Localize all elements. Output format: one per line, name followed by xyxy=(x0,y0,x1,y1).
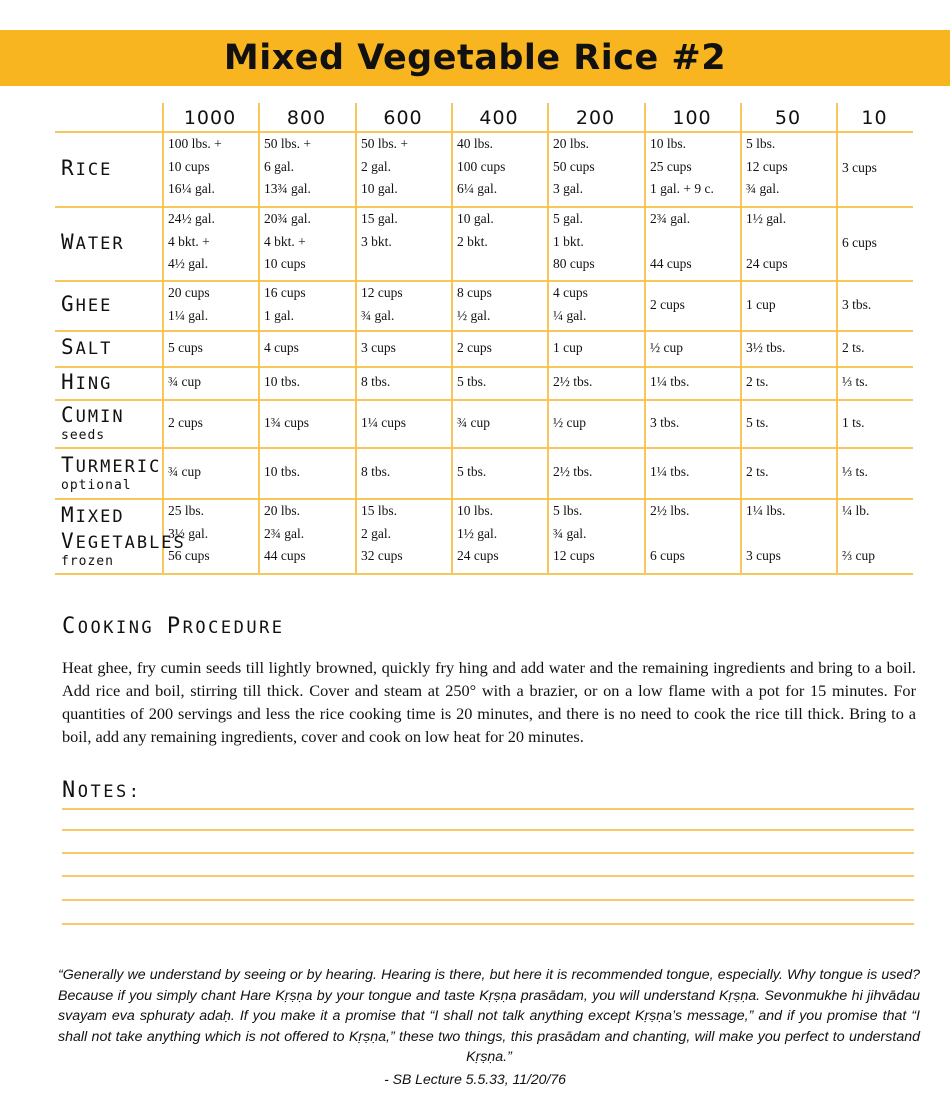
quantity-cell xyxy=(168,371,201,394)
ingredient-label-initial: H xyxy=(61,369,76,394)
quantity-value: ¾ cup xyxy=(168,464,201,480)
quantity-cell xyxy=(168,133,222,201)
quantity-cell xyxy=(553,282,588,327)
quantity-cell xyxy=(361,412,406,435)
quantity-value: 50 lbs. + xyxy=(264,136,311,151)
quantity-value: 4 cups xyxy=(553,285,588,300)
quantity-value: 2 cups xyxy=(168,414,203,430)
quantity-value: 13¾ gal. xyxy=(264,181,311,196)
quantity-cell xyxy=(361,208,398,276)
quantity-value: 40 lbs. xyxy=(457,136,494,151)
quantity-cell xyxy=(553,500,595,568)
ingredient-label xyxy=(61,403,125,443)
quantity-cell xyxy=(457,461,486,484)
quantity-value: ¼ gal. xyxy=(553,307,587,323)
quantity-cell xyxy=(457,500,499,568)
ingredient-label xyxy=(61,156,112,182)
quantity-cell xyxy=(168,337,203,360)
ingredient-note: frozen xyxy=(61,553,114,569)
quantity-value: 3 cups xyxy=(361,339,396,355)
ingredient-label-initial: C xyxy=(61,403,76,427)
quantity-value: 1½ gal. xyxy=(457,525,498,541)
ingredient-label-text: ATER xyxy=(75,234,125,254)
quantity-value: 2 ts. xyxy=(746,464,769,480)
quote-citation: - SB Lecture 5.5.33, 11/20/76 xyxy=(384,1071,566,1087)
quantity-value: 8 tbs. xyxy=(361,374,391,390)
quantity-value: 1 gal. + 9 c. xyxy=(650,181,714,196)
quantity-value: 12 cups xyxy=(361,285,403,300)
ingredient-label-text: URMERIC xyxy=(75,456,162,477)
page-title: Mixed Vegetable Rice #2 xyxy=(223,38,727,78)
ingredient-label-initial: G xyxy=(61,292,76,316)
quantity-cell xyxy=(746,412,769,435)
servings-header: 1000 xyxy=(183,107,237,129)
quantity-value: ¾ cup xyxy=(457,414,490,430)
ingredient-label-text: EGETABLES xyxy=(75,532,186,553)
quantity-value: 5 lbs. xyxy=(553,503,583,518)
quantity-value: 5 ts. xyxy=(746,414,769,430)
quantity-value: 12 cups xyxy=(746,158,788,174)
quantity-cell xyxy=(264,371,300,394)
table-row-rule xyxy=(55,330,913,332)
quantity-value: 20 cups xyxy=(168,285,210,300)
ingredient-label-initial: R xyxy=(61,155,76,180)
quantity-value: 24 cups xyxy=(457,548,499,563)
quantity-cell xyxy=(650,208,692,276)
quantity-cell xyxy=(553,371,592,394)
quantity-cell xyxy=(264,461,300,484)
quantity-value: 10 cups xyxy=(168,158,210,174)
quantity-table xyxy=(55,103,913,573)
quantity-value: 12 cups xyxy=(553,548,595,563)
notes-line xyxy=(62,875,914,877)
quantity-cell xyxy=(361,133,408,201)
quantity-cell xyxy=(842,500,875,568)
ingredient-label-initial: V xyxy=(61,528,76,553)
ingredient-note: optional xyxy=(61,477,132,493)
quantity-value xyxy=(842,523,875,546)
quantity-value: 1¼ gal. xyxy=(168,307,209,323)
ingredient-label-text: UMIN xyxy=(75,407,125,427)
quantity-cell xyxy=(361,500,403,568)
servings-header: 200 xyxy=(575,107,616,129)
quantity-value: 2 cups xyxy=(650,296,685,312)
quantity-value: 2 ts. xyxy=(842,339,865,355)
quantity-value xyxy=(457,253,494,276)
quantity-value: 50 lbs. + xyxy=(361,136,408,151)
quantity-cell xyxy=(553,133,595,201)
quantity-value: ¾ gal. xyxy=(553,525,587,541)
notes-line xyxy=(62,923,914,925)
quantity-value: 1 gal. xyxy=(264,307,294,323)
quantity-cell xyxy=(746,337,785,360)
title-banner xyxy=(0,30,950,86)
quantity-value xyxy=(361,253,398,276)
quantity-value: 4 cups xyxy=(264,339,299,355)
quantity-value: 1¼ tbs. xyxy=(650,464,690,480)
quantity-value: 5 tbs. xyxy=(457,374,487,390)
servings-header: 50 xyxy=(774,107,802,129)
quantity-value: ⅓ ts. xyxy=(842,464,868,480)
servings-header: 100 xyxy=(672,107,712,129)
quantity-value: 2½ tbs. xyxy=(553,464,593,480)
quantity-cell xyxy=(264,337,299,360)
servings-header: 800 xyxy=(286,107,327,129)
quantity-value xyxy=(650,231,692,254)
quantity-value xyxy=(746,523,785,546)
quantity-cell xyxy=(264,500,306,568)
quantity-value: 6 gal. xyxy=(264,158,294,174)
quantity-value: 6 cups xyxy=(650,548,685,563)
quantity-value: 2 bkt. xyxy=(457,233,488,249)
table-row-rule xyxy=(55,399,913,401)
quantity-cell xyxy=(842,412,865,435)
quantity-cell xyxy=(168,208,215,276)
ingredient-label xyxy=(61,335,112,361)
quantity-value: 80 cups xyxy=(553,256,595,271)
quantity-cell xyxy=(650,500,689,568)
quantity-value: 44 cups xyxy=(264,548,306,563)
ingredient-label-text: ING xyxy=(75,373,113,394)
quantity-value: 2½ tbs. xyxy=(553,374,593,390)
quantity-cell xyxy=(168,282,210,327)
quantity-cell xyxy=(457,337,492,360)
quantity-value: 6 cups xyxy=(842,234,877,250)
quantity-value: ⅔ cup xyxy=(842,548,875,563)
servings-header: 600 xyxy=(383,107,423,129)
table-row-rule xyxy=(55,366,913,368)
quantity-cell xyxy=(842,294,871,317)
quantity-value: 5 tbs. xyxy=(457,464,487,480)
quantity-cell xyxy=(361,282,403,327)
quantity-cell xyxy=(746,500,785,568)
quantity-value: 2 gal. xyxy=(361,525,391,541)
quantity-value: 3 bkt. xyxy=(361,233,392,249)
quantity-cell xyxy=(553,461,592,484)
quantity-cell xyxy=(168,412,203,435)
quantity-cell xyxy=(264,282,306,327)
quantity-cell xyxy=(361,337,396,360)
table-column-rule xyxy=(355,103,357,573)
notes-line xyxy=(62,852,914,854)
quantity-value: 5 lbs. xyxy=(746,136,776,151)
ingredient-label-initial: W xyxy=(61,230,76,254)
quantity-value: 1¾ cups xyxy=(264,414,309,430)
quantity-value: 2 ts. xyxy=(746,374,769,390)
table-column-rule xyxy=(740,103,742,573)
notes-line xyxy=(62,899,914,901)
quantity-value: 2 gal. xyxy=(361,158,391,174)
quantity-value: 44 cups xyxy=(650,256,692,271)
quantity-value: 1 cup xyxy=(746,296,776,312)
quantity-cell xyxy=(457,133,505,201)
quantity-value: 5 gal. xyxy=(553,211,583,226)
table-column-rule xyxy=(547,103,549,573)
quantity-cell xyxy=(746,294,776,317)
quantity-cell xyxy=(650,294,685,317)
quantity-value: 6¼ gal. xyxy=(457,181,498,196)
quantity-cell xyxy=(168,461,201,484)
quantity-value: 100 lbs. + xyxy=(168,136,222,151)
quantity-cell xyxy=(264,133,311,201)
quantity-value: 3 cups xyxy=(842,160,877,176)
quantity-value: ¼ lb. xyxy=(842,503,870,518)
quantity-cell xyxy=(746,133,788,201)
table-row-rule xyxy=(55,573,913,575)
quantity-cell xyxy=(650,371,689,394)
quantity-value: 16¼ gal. xyxy=(168,181,215,196)
quantity-value: 10 cups xyxy=(264,256,306,271)
quantity-value: 50 cups xyxy=(553,158,595,174)
quantity-cell xyxy=(168,500,210,568)
quantity-value: 3 tbs. xyxy=(842,296,872,312)
quantity-value: 2 cups xyxy=(457,339,492,355)
quantity-value: 1½ gal. xyxy=(746,211,787,226)
quantity-value: 4 bkt. + xyxy=(168,233,210,249)
quantity-value: 1 cup xyxy=(553,339,583,355)
quantity-cell xyxy=(746,461,769,484)
quantity-value: ¾ gal. xyxy=(361,307,395,323)
ingredient-label xyxy=(61,370,112,396)
quantity-value: 10 lbs. xyxy=(457,503,494,518)
quantity-value: 20 lbs. xyxy=(264,503,301,518)
quantity-value: ¾ gal. xyxy=(746,181,780,196)
quantity-value: 24 cups xyxy=(746,256,788,271)
servings-header: 400 xyxy=(479,107,519,129)
quantity-cell xyxy=(457,371,486,394)
quantity-value: 3½ tbs. xyxy=(746,339,786,355)
cooking-procedure-text: Heat ghee, fry cumin seeds till lightly browned, quickly fry hing and add water and the remaining ingredients and bring to a boil. Add rice and boil, stirring till thick. Cover and steam at 250° with a brazier, or on a low flame with a pot for 15 minutes. For quantities of 200 servings and less the rice cooking time is 20 minutes, and there is no need to cook the rice till thick. Bring to a boil, add any remaining ingredients, cover and cook on low heat for 20 minutes. xyxy=(62,658,916,746)
table-column-rule xyxy=(258,103,260,573)
quantity-value: 2¾ gal. xyxy=(650,211,691,226)
table-column-rule xyxy=(644,103,646,573)
ingredient-label-text: IXED xyxy=(75,506,125,527)
quantity-cell xyxy=(457,208,494,276)
quantity-value: 10 tbs. xyxy=(264,374,301,390)
ingredient-label-initial: T xyxy=(61,452,76,477)
prabhupada-quote: “Generally we understand by seeing or by hearing. Hearing is there, but here it is recommended tongue, especially. Why tongue is used? Because if you simply chant Hare Kṛṣṇa by your tongue and taste Kṛṣṇa prasādam, you will understand Kṛṣṇa. Sevonmukhe hi jihvādau svayam eva sphuraty adaḥ. If you make it a promise that “I shall not talk anything except Kṛṣṇa’s message,” and if you promise that “I shall not take anything which is not offered to Kṛṣṇa,” these two things, this prasādam and chanting, will make you perfect to understand Kṛṣṇa.” xyxy=(58,967,920,1065)
quantity-value: 1¼ cups xyxy=(361,414,406,430)
quantity-value: ⅓ ts. xyxy=(842,374,868,390)
quantity-value: 20¾ gal. xyxy=(264,211,311,226)
quantity-value: 56 cups xyxy=(168,548,210,563)
quantity-cell xyxy=(650,461,689,484)
ingredient-label xyxy=(61,453,161,493)
quantity-value: 1 bkt. xyxy=(553,233,584,249)
quantity-value: 10 gal. xyxy=(457,211,494,226)
ingredient-note: seeds xyxy=(61,428,106,443)
quantity-value: 10 tbs. xyxy=(264,464,301,480)
quantity-cell xyxy=(264,412,309,435)
quantity-cell xyxy=(361,371,390,394)
quantity-cell xyxy=(842,232,877,255)
quantity-value: 1 ts. xyxy=(842,414,865,430)
quantity-value: 3½ gal. xyxy=(168,525,209,541)
ingredient-label-text: HEE xyxy=(75,296,113,316)
quantity-value: 10 gal. xyxy=(361,181,398,196)
quantity-value: 100 cups xyxy=(457,158,506,174)
quantity-value xyxy=(746,231,788,254)
table-row-rule xyxy=(55,447,913,449)
quantity-value: 25 cups xyxy=(650,158,692,174)
quantity-cell xyxy=(650,412,679,435)
ingredient-label-text: ALT xyxy=(75,339,113,359)
quantity-cell xyxy=(746,371,769,394)
quantity-value: 10 lbs. xyxy=(650,136,687,151)
quantity-cell xyxy=(650,337,683,360)
quantity-cell xyxy=(650,133,714,201)
quantity-value: 15 gal. xyxy=(361,211,398,226)
quantity-cell xyxy=(553,208,595,276)
quantity-cell xyxy=(842,371,868,394)
quantity-value: 1¼ tbs. xyxy=(650,374,690,390)
ingredient-label-initial: M xyxy=(61,502,76,527)
ingredient-label xyxy=(61,230,125,256)
ingredient-label-initial: S xyxy=(61,335,76,359)
quantity-value: 8 tbs. xyxy=(361,464,391,480)
quantity-value: 15 lbs. xyxy=(361,503,398,518)
quantity-cell xyxy=(842,337,865,360)
quantity-value: 20 lbs. xyxy=(553,136,590,151)
quantity-cell xyxy=(553,337,583,360)
quantity-cell xyxy=(361,461,390,484)
quantity-cell xyxy=(746,208,788,276)
quantity-value: 3 cups xyxy=(746,548,781,563)
table-column-rule xyxy=(451,103,453,573)
quantity-value: 4½ gal. xyxy=(168,256,209,271)
quantity-value: 2¾ gal. xyxy=(264,525,305,541)
quantity-value: 3 gal. xyxy=(553,181,583,196)
notes-heading: NOTES: xyxy=(62,778,142,803)
quantity-value: ½ gal. xyxy=(457,307,491,323)
quantity-value: 2½ lbs. xyxy=(650,503,690,518)
cooking-procedure-heading: COOKING PROCEDURE xyxy=(62,614,285,639)
quantity-cell xyxy=(457,412,490,435)
quantity-value: 4 bkt. + xyxy=(264,233,306,249)
notes-line xyxy=(62,808,914,810)
ingredient-label xyxy=(61,292,112,318)
quantity-value: 25 lbs. xyxy=(168,503,205,518)
ingredient-label-text: ICE xyxy=(75,159,113,180)
notes-line xyxy=(62,829,914,831)
quantity-value: ½ cup xyxy=(553,414,586,430)
quantity-value: 3 tbs. xyxy=(650,414,680,430)
quantity-value: 8 cups xyxy=(457,285,492,300)
quantity-value: ¾ cup xyxy=(168,374,201,390)
servings-header: 10 xyxy=(861,107,888,129)
quantity-value: 24½ gal. xyxy=(168,211,215,226)
quantity-value: 16 cups xyxy=(264,285,306,300)
quantity-value: ½ cup xyxy=(650,339,683,355)
quantity-value xyxy=(650,523,689,546)
table-column-rule xyxy=(836,103,838,573)
quantity-cell xyxy=(842,461,868,484)
quantity-cell xyxy=(553,412,586,435)
quantity-cell xyxy=(264,208,311,276)
quantity-cell xyxy=(842,157,877,180)
quantity-cell xyxy=(457,282,492,327)
quantity-value: 5 cups xyxy=(168,339,203,355)
quantity-value: 1¼ lbs. xyxy=(746,503,786,518)
quantity-value: 32 cups xyxy=(361,548,403,563)
